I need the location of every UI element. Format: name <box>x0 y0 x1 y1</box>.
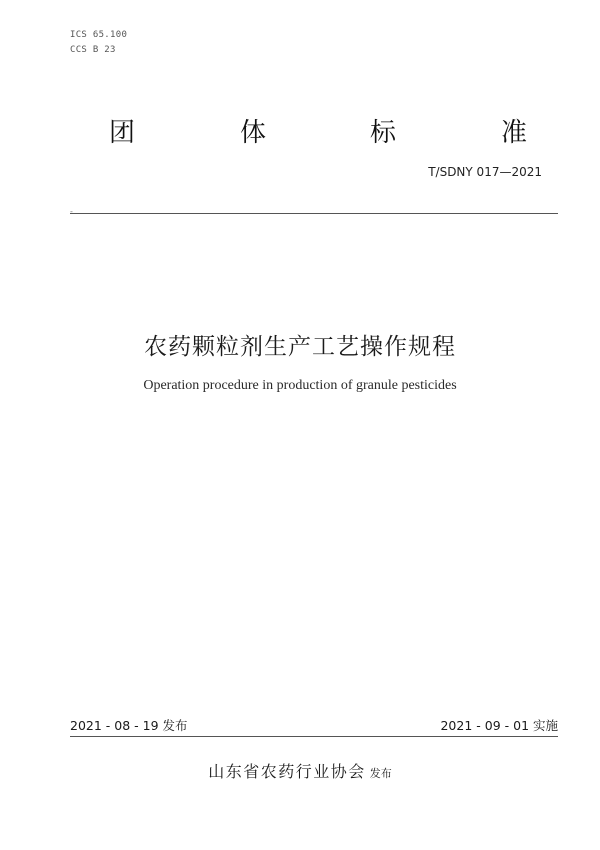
document-title-english: Operation procedure in production of granule pesticides <box>143 378 457 393</box>
ics-code: ICS 65.100 <box>70 30 128 40</box>
publisher-name: 山东省农药行业协会 <box>208 762 366 781</box>
document-type-heading <box>0 112 600 148</box>
document-type-char: 体 <box>240 118 267 148</box>
release-date: 2021 - 08 - 19 发布 <box>70 718 188 733</box>
effective-date: 2021 - 09 - 01 实施 <box>440 718 558 733</box>
ccs-code: CCS B 23 <box>70 45 116 55</box>
header-divider <box>70 213 558 214</box>
publisher-line <box>0 759 600 782</box>
publisher-suffix: 发布 <box>369 767 392 780</box>
document-type-char: 团 <box>109 118 136 148</box>
document-type-char: 标 <box>370 118 397 148</box>
rule-tick-mark: - <box>70 207 73 216</box>
footer-divider <box>70 736 558 737</box>
document-type-char: 准 <box>501 118 528 148</box>
standard-number: T/SDNY 017—2021 <box>428 165 542 179</box>
document-title-chinese: 农药颗粒剂生产工艺操作规程 <box>144 334 456 360</box>
